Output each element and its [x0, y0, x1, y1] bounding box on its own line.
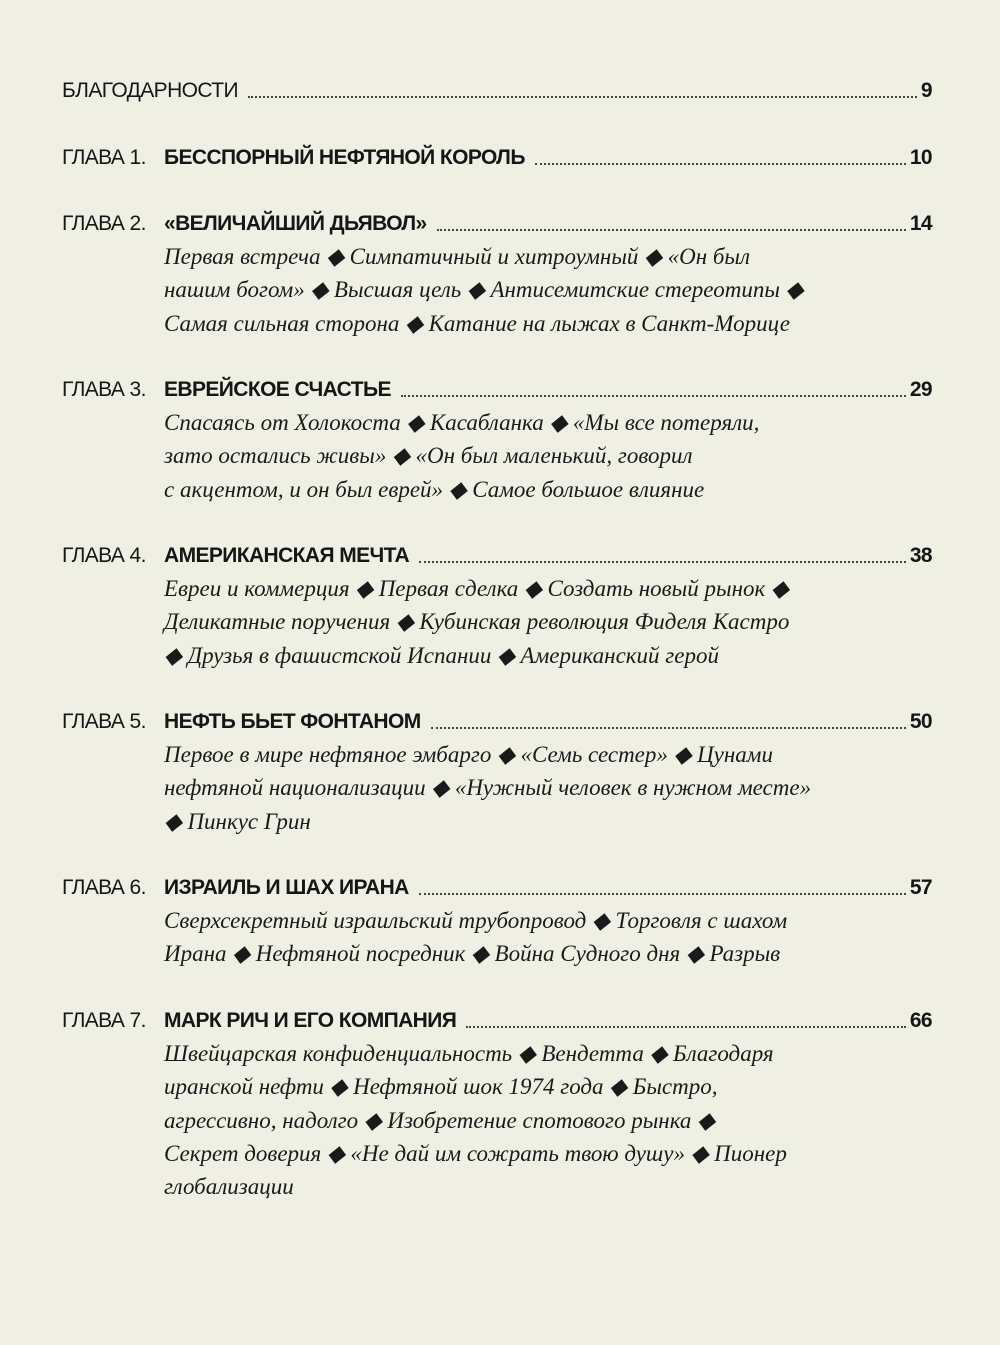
toc-row	[62, 207, 932, 237]
chapter-subtopics	[164, 904, 864, 971]
toc-row	[62, 705, 932, 735]
subtopic-line: Деликатные поручения ◆ Кубинская революция Фиделя Кастро	[164, 609, 790, 635]
page-number: 66	[909, 1009, 932, 1032]
chapter-title: АМЕРИКАНСКАЯ МЕЧТА	[164, 544, 410, 567]
chapter-label: ГЛАВА 7.	[62, 1009, 146, 1032]
dot-leader	[431, 727, 906, 729]
chapter-title: «ВЕЛИЧАЙШИЙ ДЬЯВОЛ»	[164, 212, 427, 235]
chapter-label: ГЛАВА 4.	[62, 544, 146, 567]
chapter-label: ГЛАВА 1.	[62, 146, 146, 169]
chapter-subtopics	[164, 738, 864, 838]
chapter-label: ГЛАВА 5.	[62, 710, 146, 733]
dot-leader	[437, 229, 906, 231]
chapter-label: ГЛАВА 6.	[62, 876, 146, 899]
chapter-title: БЕССПОРНЫЙ НЕФТЯНОЙ КОРОЛЬ	[164, 146, 525, 169]
subtopic-line: нашим богом» ◆ Высшая цель ◆ Антисемитские стереотипы ◆	[164, 277, 804, 303]
subtopic-line: Спасаясь от Холокоста ◆ Касабланка ◆ «Мы все потеряли,	[164, 410, 760, 435]
chapter-title: МАРК РИЧ И ЕГО КОМПАНИЯ	[164, 1009, 457, 1032]
chapter-title: НЕФТЬ БЬЕТ ФОНТАНОМ	[164, 710, 421, 733]
toc-row	[62, 871, 932, 901]
dot-leader	[466, 1026, 906, 1028]
dot-leader	[419, 561, 906, 563]
chapter-label: ГЛАВА 3.	[62, 378, 146, 401]
subtopic-line: зато остались живы» ◆ «Он был маленький, говорил	[164, 443, 693, 469]
subtopic-line: Швейцарская конфиденциальность ◆ Вендетта ◆ Благодаря	[164, 1041, 774, 1066]
subtopic-line: глобализации	[164, 1174, 294, 1200]
page-number: 38	[909, 544, 932, 567]
page-number: 57	[909, 876, 932, 899]
chapter-title: ИЗРАИЛЬ И ШАХ ИРАНА	[164, 876, 409, 899]
page-number: 9	[920, 79, 932, 102]
subtopic-line: с акцентом, и он был еврей» ◆ Самое большое влияние	[164, 476, 705, 502]
dot-leader	[248, 96, 917, 98]
dot-leader	[535, 163, 906, 165]
subtopic-line: ◆ Пинкус Грин	[164, 808, 311, 834]
page-number: 29	[909, 378, 932, 401]
chapter-subtopics	[164, 1037, 864, 1203]
subtopic-line: Секрет доверия ◆ «Не дай им сожрать твою душу» ◆ Пионер	[164, 1140, 787, 1166]
dot-leader	[419, 893, 906, 895]
chapter-subtopics	[164, 572, 864, 672]
chapter-title: ЕВРЕЙСКОЕ СЧАСТЬЕ	[164, 378, 391, 401]
page-number: 50	[909, 710, 932, 733]
toc-row	[62, 539, 932, 569]
subtopic-line: ◆ Друзья в фашистской Испании ◆ Американский герой	[164, 642, 719, 668]
toc-row	[62, 141, 932, 171]
subtopic-line: нефтяной национализации ◆ «Нужный человек в нужном месте»	[164, 775, 812, 801]
subtopic-line: иранской нефти ◆ Нефтяной шок 1974 года ◆ Быстро,	[164, 1074, 718, 1100]
toc-row	[62, 74, 932, 104]
dot-leader	[401, 395, 906, 397]
subtopic-line: Евреи и коммерция ◆ Первая сделка ◆ Создать новый рынок ◆	[164, 576, 789, 601]
subtopic-line: Ирана ◆ Нефтяной посредник ◆ Война Судного дня ◆ Разрыв	[164, 941, 781, 967]
acknowledgments-title: БЛАГОДАРНОСТИ	[62, 79, 238, 102]
subtopic-line: агрессивно, надолго ◆ Изобретение спотового рынка ◆	[164, 1107, 715, 1133]
page-number: 14	[909, 212, 932, 235]
chapter-label: ГЛАВА 2.	[62, 212, 146, 235]
subtopic-line: Самая сильная сторона ◆ Катание на лыжах в Санкт-Морице	[164, 310, 790, 336]
toc-row	[62, 373, 932, 403]
chapter-subtopics	[164, 406, 864, 506]
chapter-subtopics	[164, 240, 864, 340]
subtopic-line: Первая встреча ◆ Симпатичный и хитроумный ◆ «Он был	[164, 244, 751, 269]
subtopic-line: Первое в мире нефтяное эмбарго ◆ «Семь сестер» ◆ Цунами	[164, 742, 773, 767]
toc-row	[62, 1004, 932, 1034]
page-number: 10	[909, 146, 932, 169]
subtopic-line: Сверхсекретный израильский трубопровод ◆ Торговля с шахом	[164, 908, 788, 933]
